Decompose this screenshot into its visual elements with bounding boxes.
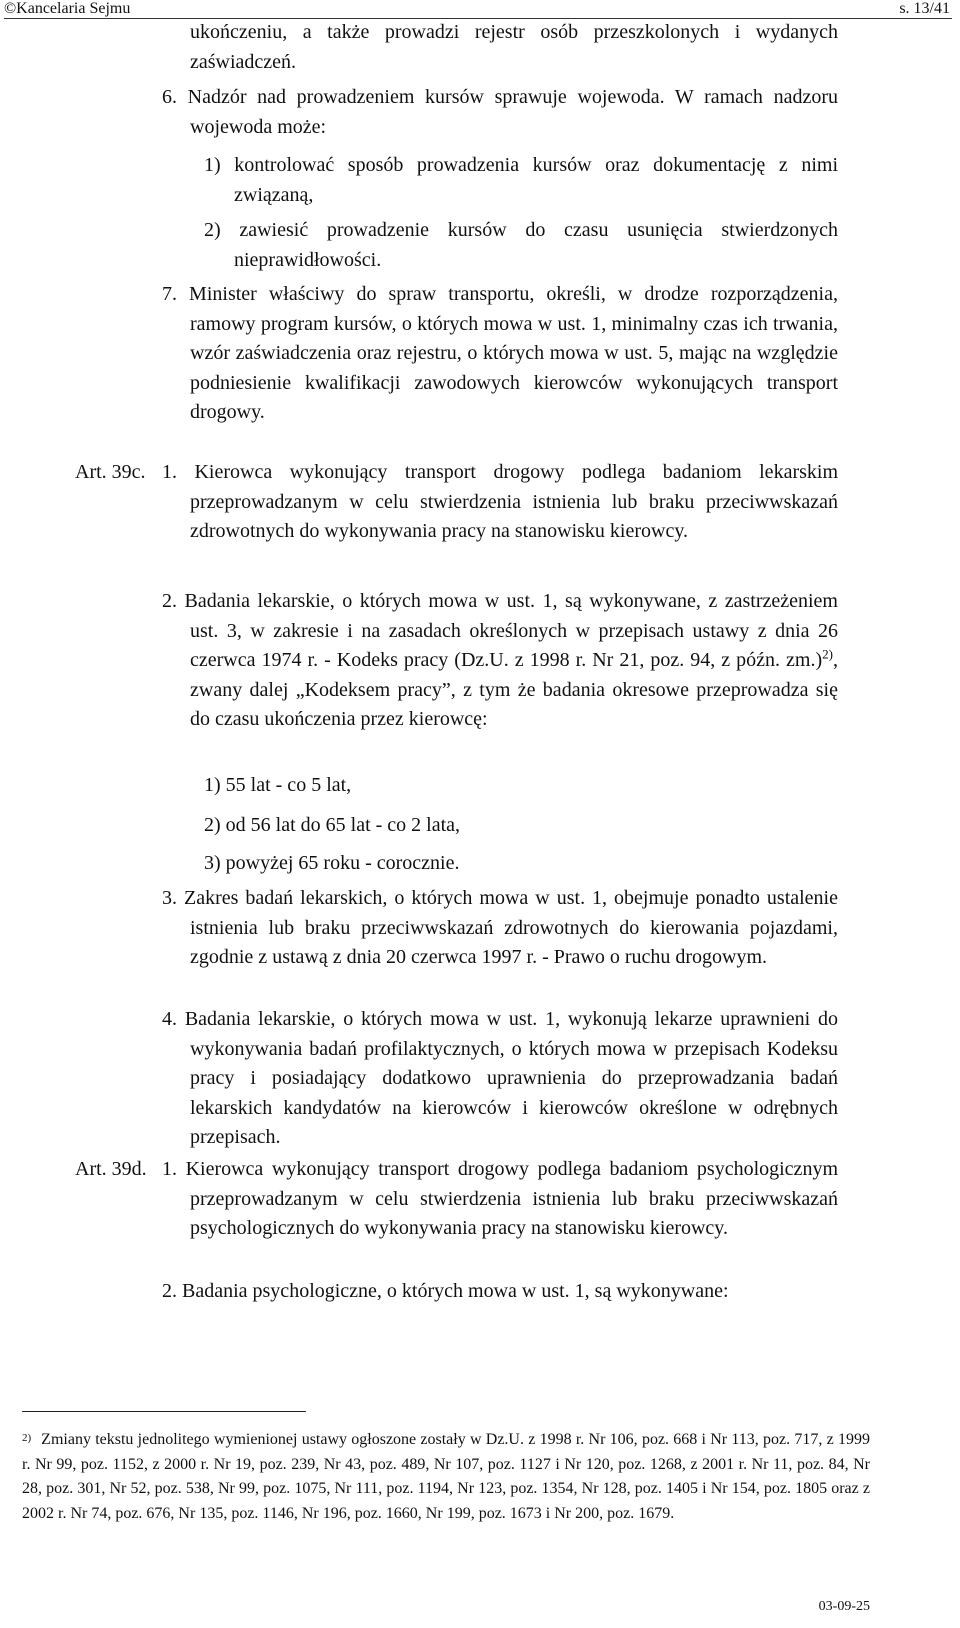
footnote: [22, 1428, 870, 1526]
footnote-text: Zmiany tekstu jednolitego wymienionej ustawy ogłoszone zostały w Dz.U. z 1998 r. Nr 106, poz. 668 i Nr 113, poz. 717, z 1999 r. Nr 99, poz. 1152, z 2000 r. Nr 19, poz. 239, Nr 43, poz. 489, Nr 107, poz. 1127 i Nr 120, poz. 1268, z 2001 r. Nr 11, poz. 84, Nr 28, poz. 301, Nr 52, poz. 538, Nr 99, poz. 1075, Nr 111, poz. 1194, Nr 123, poz. 1354, Nr 128, poz. 1405 i Nr 154, poz. 1805 oraz z 2002 r. Nr 74, poz. 676, Nr 135, poz. 1146, Nr 196, poz. 1660, Nr 199, poz. 1673 i Nr 200, poz. 1679.: [22, 1431, 870, 1522]
article-39d-paragraph-1: 1. Kierowca wykonujący transport drogowy podlega badaniom psychologicznym przeprowadzanym w celu stwierdzenia istnienia lub braku przeciwwskazań psychologicznych do wykonywania pracy na stanowisku kierowcy.: [162, 1158, 838, 1239]
article-39c-paragraph-3: 3. Zakres badań lekarskich, o których mowa w ust. 1, obejmuje ponadto ustalenie istnienia lub braku przeciwwskazań zdrowotnych do kierowania pojazdami, zgodnie z ustawą z dnia 20 czerwca 1997 r. - Prawo o ruchu drogowym.: [162, 887, 838, 968]
page-header: [0, 0, 960, 20]
article-39c-paragraph-2: 2. Badania lekarskie, o których mowa w ust. 1, są wykonywane, z zastrzeżeniem ust. 3, w zakresie i na zasadach określonych w przepisach ustawy z dnia 26 czerwca 1974 r. - Kodeks pracy (Dz.U. z 1998 r. Nr 21, poz. 94, z późn. zm.)$^{2)}$, zwany dalej „Kodeksem pracy”, z tym że badania okresowe przeprowadza się do czasu ukończenia przez kierowcę:: [162, 590, 838, 730]
article-39c-label: Art. 39c.: [75, 461, 146, 483]
footer-date: 03-09-25: [818, 1599, 870, 1614]
article-39d-label: Art. 39d.: [75, 1158, 147, 1180]
footnote-separator: [22, 1411, 306, 1412]
paragraph-6: 6. Nadzór nad prowadzeniem kursów sprawuje wojewoda. W ramach nadzoru wojewoda może:: [162, 86, 838, 138]
page-number: s. 13/41: [899, 0, 950, 17]
footnote-reference: 2): [822, 646, 833, 662]
article-39c-paragraph-4: 4. Badania lekarskie, o których mowa w ust. 1, wykonują lekarze uprawnieni do wykonywania badań profilaktycznych, o których mowa w przepisach Kodeksu pracy i posiadający dodatkowo uprawnienia do przeprowadzania badań lekarskich kandydatów na kierowców i kierowców określone w odrębnych przepisach.: [162, 1008, 838, 1148]
header-copyright: ©Kancelaria Sejmu: [4, 0, 131, 17]
paragraph-6-item-2: 2) zawiesić prowadzenie kursów do czasu usunięcia stwierdzonych nieprawidłowości.: [204, 219, 838, 271]
footnote-marker: 2): [22, 1432, 32, 1444]
article-39c-item-1: 1) 55 lat - co 5 lat,: [204, 774, 352, 796]
paragraph-6-item-1: 1) kontrolować sposób prowadzenia kursów oraz dokumentację z nimi związaną,: [204, 154, 838, 206]
paragraph-5-continuation: ukończeniu, a także prowadzi rejestr osób przeszkolonych i wydanych zaświadczeń.: [190, 21, 838, 73]
article-39c-item-2: 2) od 56 lat do 65 lat - co 2 lata,: [204, 814, 461, 836]
article-39c-item-3: 3) powyżej 65 roku - corocznie.: [204, 852, 460, 874]
paragraph-7: 7. Minister właściwy do spraw transportu, określi, w drodze rozporządzenia, ramowy program kursów, o których mowa w ust. 1, minimalny czas ich trwania, wzór zaświadczenia oraz rejestru, o których mowa w ust. 5, mając na względzie podniesienie kwalifikacji zawodowych kierowców wykonujących transport drogowy.: [162, 283, 838, 423]
article-39c-paragraph-1: 1. Kierowca wykonujący transport drogowy podlega badaniom lekarskim przeprowadzanym w celu stwierdzenia istnienia lub braku przeciwwskazań zdrowotnych do wykonywania pracy na stanowisku kierowcy.: [162, 461, 838, 542]
article-39d-paragraph-2: 2. Badania psychologiczne, o których mowa w ust. 1, są wykonywane:: [162, 1280, 729, 1302]
